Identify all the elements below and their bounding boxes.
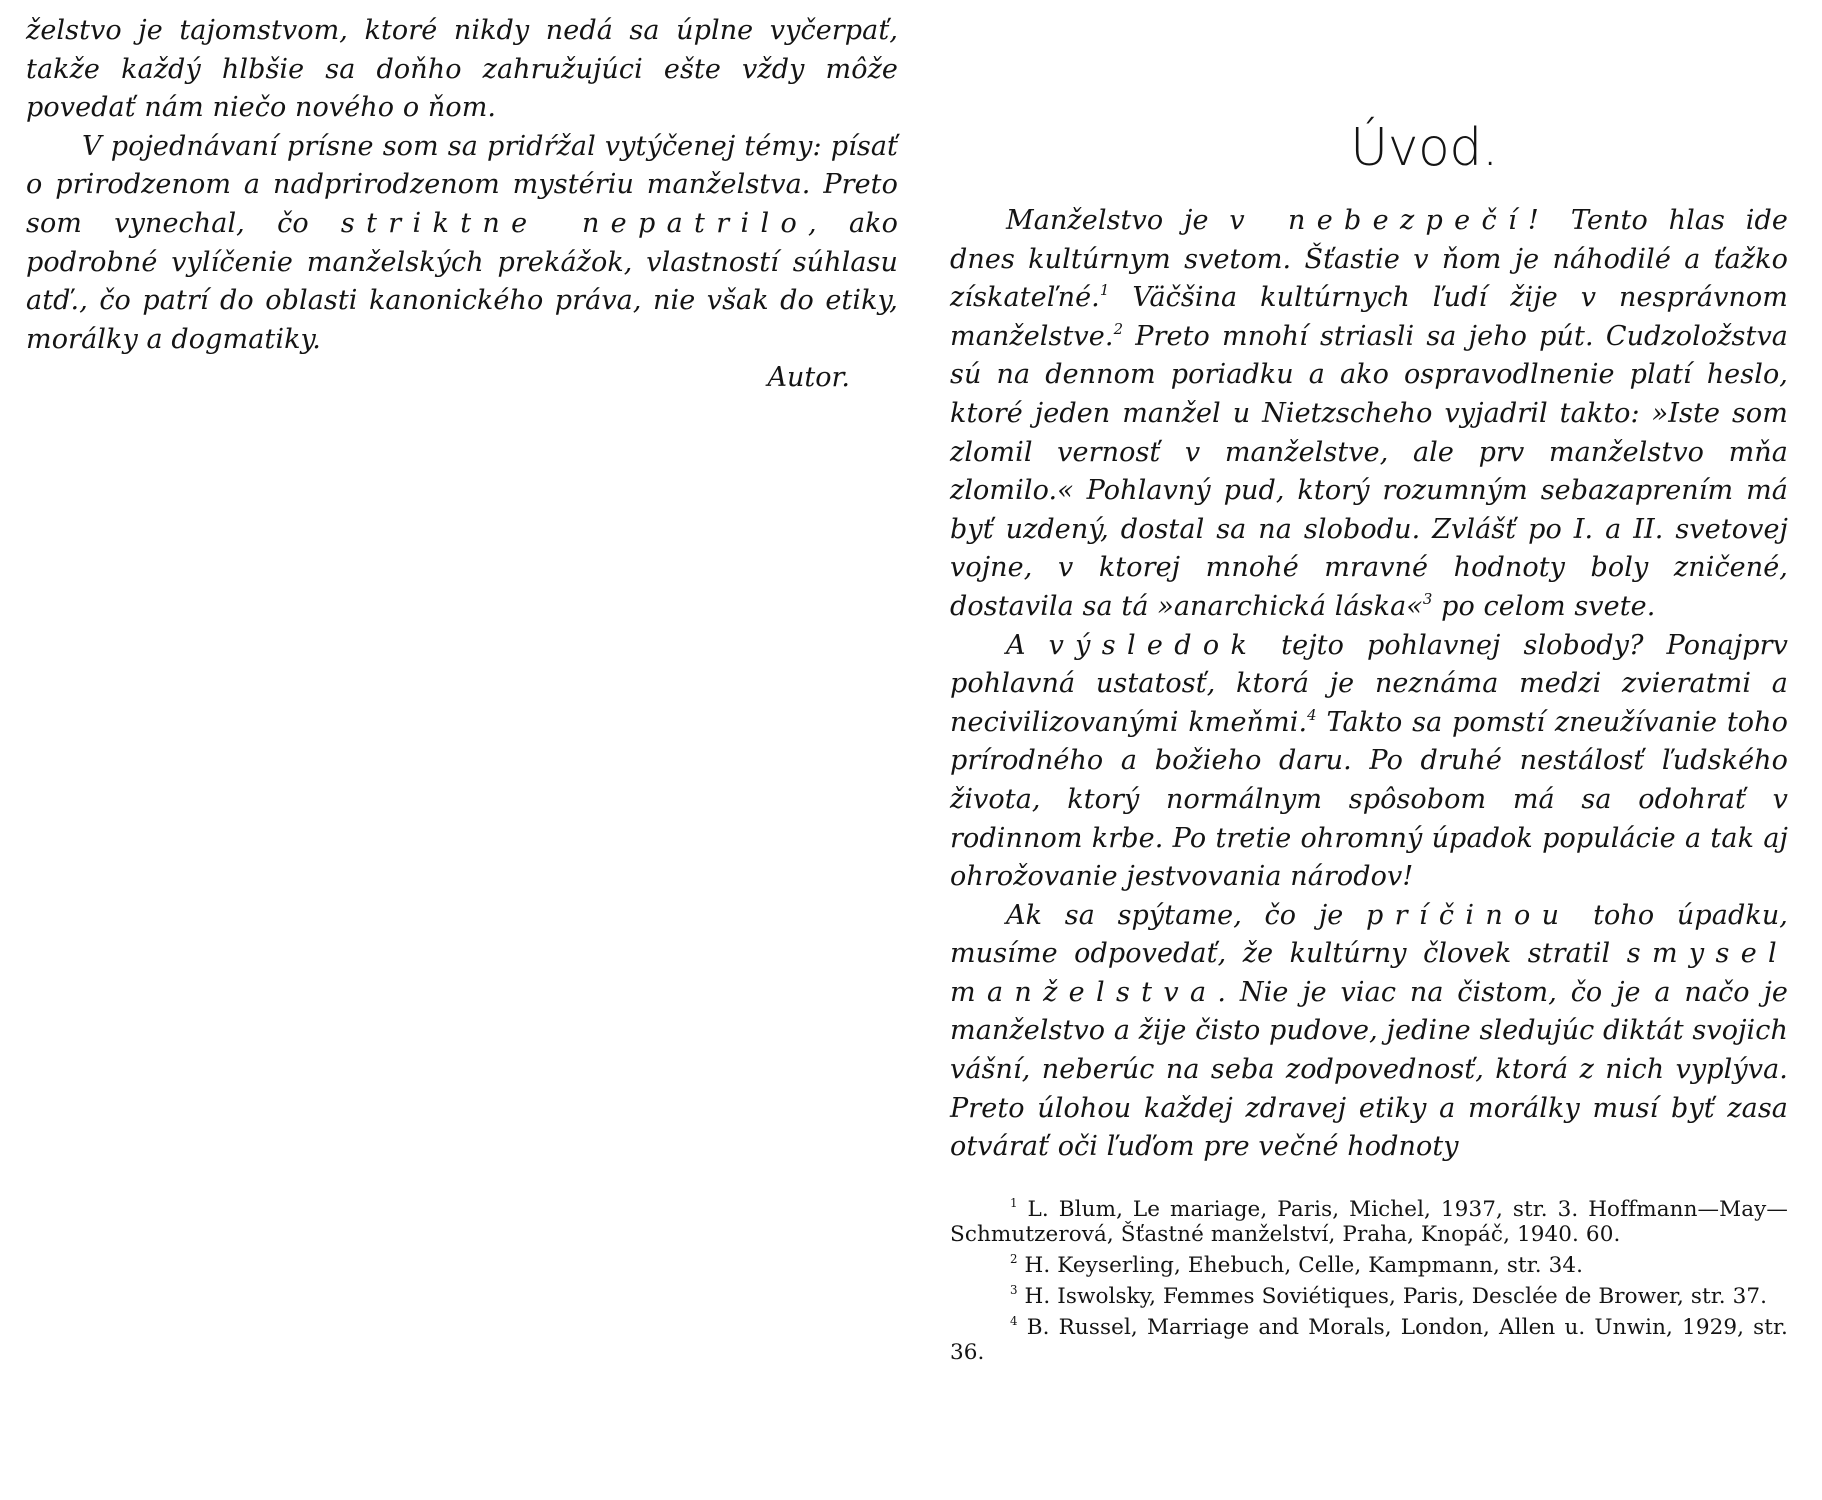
- footnote-text: L. Blum, Le mariage, Paris, Michel, 1937, str. 3. Hoffmann—May—Schmutzerová, Šťastné manželství, Praha, Knopáč, 1940. 60.: [950, 1196, 1788, 1247]
- footnotes: [950, 1197, 1788, 1365]
- spaced-emphasis: výsledok: [1048, 629, 1259, 661]
- text-run: V pojednávaní prísne som sa pridŕžal vytýčenej témy: písať o prirodzenom a nadprirodzenom mystériu manželstva. Preto som vynechal, čo: [26, 130, 898, 239]
- footnote-ref: 3: [1422, 589, 1433, 608]
- footnote-mark: 1: [1010, 1195, 1018, 1210]
- footnote-text: H. Keyserling, Ehebuch, Celle, Kampmann, str. 34.: [1017, 1252, 1584, 1278]
- text-run: Preto mnohí striasli sa jeho pút. Cudzoložstva sú na dennom poriadku a ako ospravodlnenie platí heslo, ktoré jeden manžel u Nietzscheho vyjadril takto: »Iste som zlomil vernosť v manželstve, ale prv manželstvo mňa zlomilo.« Pohlavný pud, ktorý rozumným sebazaprením má byť uzdený, dostal sa na slobodu. Zvlášť po I. a II. svetovej vojne, v ktorej mnohé mravné hodnoty boly zničené, dostavila sa tá »anarchická láska«: [950, 320, 1788, 622]
- footnote-ref: 1: [1099, 281, 1110, 300]
- text-run: tejto pohlavnej slobody? Ponajprv pohlavná ustatosť, ktorá je neznáma medzi zvieratmi a necivilizovanými kmeňmi.: [950, 629, 1788, 738]
- footnote-mark: 3: [1010, 1282, 1018, 1297]
- text-run: Takto sa pomstí zneužívanie toho prírodného a božieho daru. Po druhé nestálosť ľudského života, ktorý normálnym spôsobom má sa odohrať v rodinnom krbe. Po tretie ohromný úpadok populácie a tak aj ohrožovanie jestvovania národov!: [950, 706, 1788, 893]
- footnote-2: [950, 1253, 1788, 1278]
- footnote-mark: 2: [1010, 1251, 1018, 1266]
- spaced-emphasis: striktne nepatrilo: [340, 207, 809, 239]
- paragraph-1: [950, 202, 1788, 627]
- text-run: Väčšina kultúrnych ľudí žije v nesprávnom manželstve.: [950, 282, 1788, 352]
- footnote-text: H. Iswolsky, Femmes Soviétiques, Paris, Desclée de Brower, str. 37.: [1017, 1283, 1768, 1309]
- text-run: po celom svete.: [1432, 590, 1656, 622]
- spaced-emphasis: príčinou: [1366, 899, 1571, 931]
- right-page: [950, 0, 1788, 1371]
- footnote-ref: 2: [1113, 319, 1124, 338]
- text-run: toho úpadku, musíme odpovedať, že kultúrny človek stratil: [950, 899, 1788, 970]
- continuation-paragraph: želstvo je tajomstvom, ktoré nikdy nedá sa úplne vyčerpať, takže každý hlbšie sa doňho zahružujúci ešte vždy môže povedať nám niečo nového o ňom.: [26, 15, 898, 124]
- text-run: Tento hlas ide dnes kultúrnym svetom. Šťastie v ňom je náhodilé a ťažko získateľné.: [950, 205, 1789, 314]
- text-run: A: [1006, 629, 1049, 661]
- author-note-paragraph: [26, 128, 898, 360]
- text-run: Ak sa spýtame, čo je: [1006, 899, 1367, 931]
- footnote-mark: 4: [1010, 1313, 1018, 1328]
- footnote-1: [950, 1197, 1788, 1247]
- text-run: Manželstvo je: [1006, 205, 1230, 236]
- paragraph-2: [950, 627, 1788, 897]
- footnote-4: [950, 1315, 1788, 1365]
- author-signature: Autor.: [767, 362, 850, 394]
- text-run: , ako podrobné vylíčenie manželských prekážok, vlastností súhlasu atď., čo patrí do oblasti kanonického práva, nie však do etiky, morálky a dogmatiky.: [26, 207, 898, 355]
- footnote-text: B. Russel, Marriage and Morals, London, Allen u. Unwin, 1929, str. 36.: [950, 1314, 1788, 1365]
- chapter-title: Úvod.: [1350, 118, 1498, 178]
- spaced-emphasis: v nebezpečí!: [1229, 205, 1551, 236]
- text-run: . Nie je viac na čistom, čo je a načo je manželstvo a žije čisto pudove, jedine sledujúc diktát svojich vášní, neberúc na seba zodpovednosť, ktorá z nich vyplýva. Preto úlohou každej zdravej etiky a morálky musí byť zasa otvárať oči ľuďom pre večné hodnoty: [950, 976, 1788, 1163]
- left-page: [26, 0, 898, 397]
- footnote-3: [950, 1284, 1788, 1309]
- paragraph-3: [950, 897, 1788, 1167]
- footnote-ref: 4: [1307, 705, 1317, 724]
- spaced-emphasis: smysel manželstva: [950, 938, 1788, 1008]
